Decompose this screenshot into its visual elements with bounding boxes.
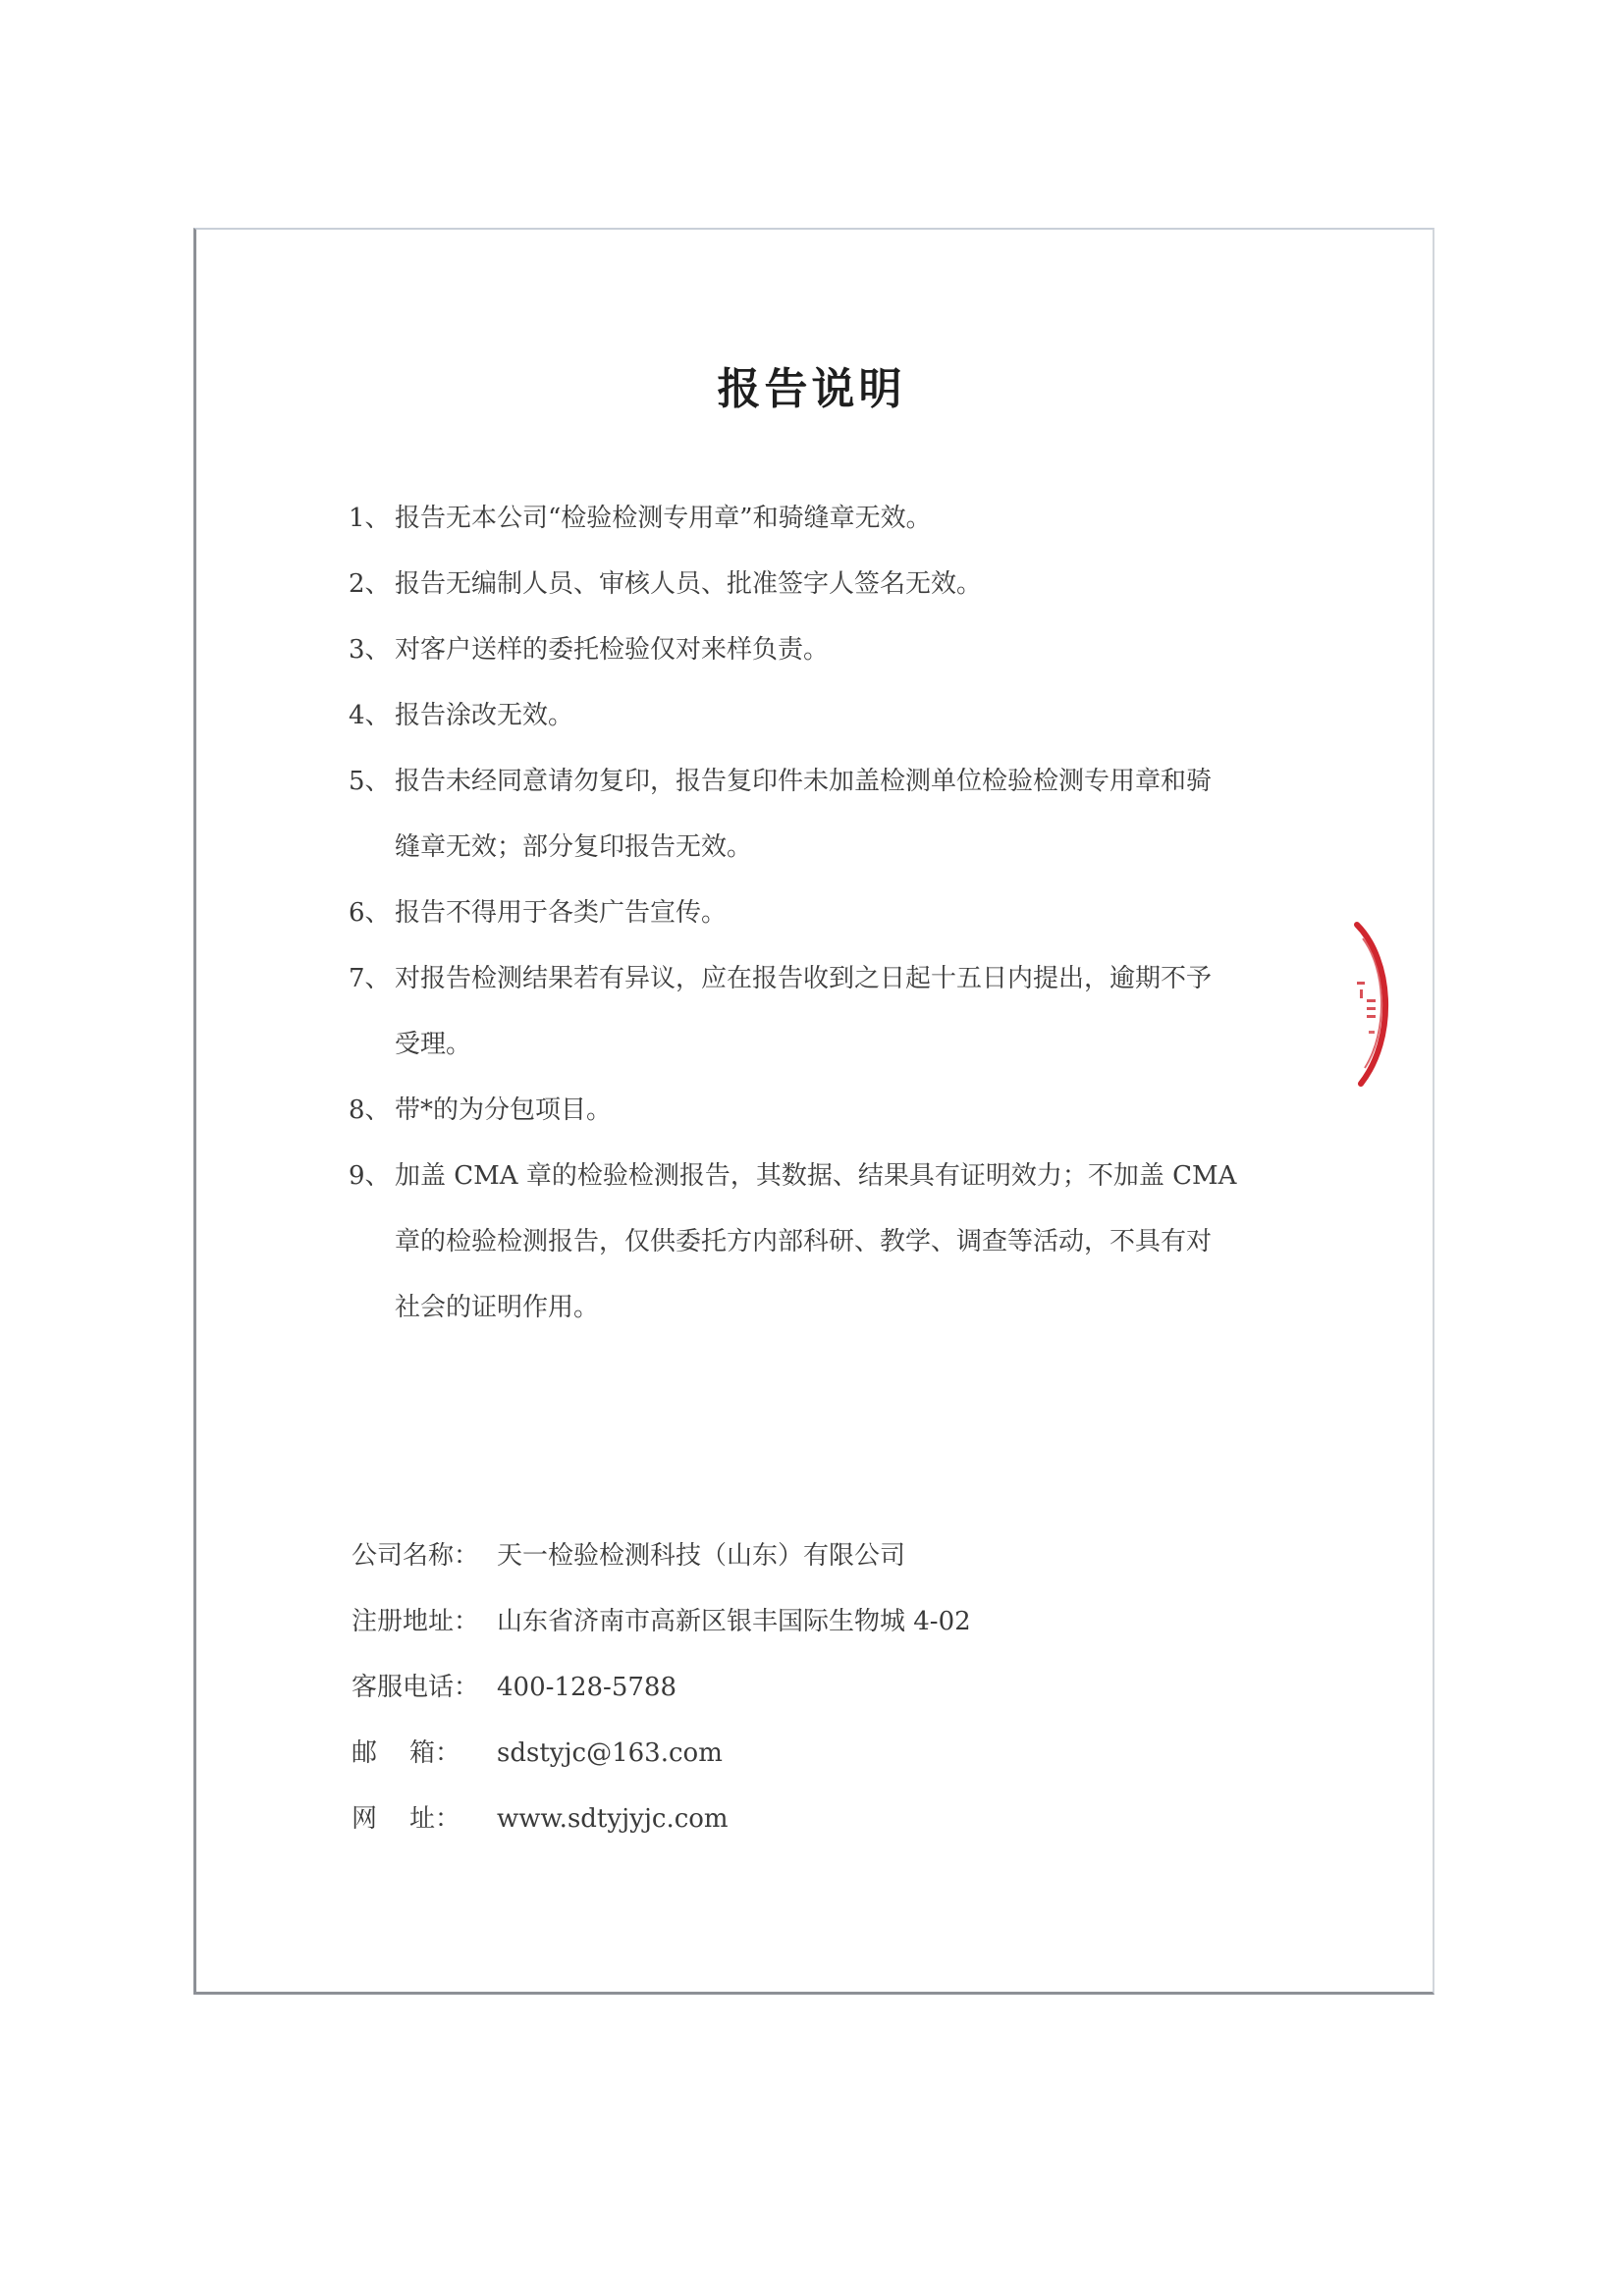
company-info <box>352 1523 1235 1852</box>
list-item-text-continued: 缝章无效；部分复印报告无效。 <box>395 832 753 862</box>
phone-value: 400-128-5788 <box>497 1673 676 1702</box>
company-name-value: 天一检验检测科技（山东）有限公司 <box>497 1541 906 1571</box>
list-item-text: 报告未经同意请勿复印，报告复印件未加盖检测单位检验检测专用章和骑 <box>395 767 1213 796</box>
list-item <box>349 1078 1321 1144</box>
list-item-text: 加盖 CMA 章的检验检测报告，其数据、结果具有证明效力；不加盖 CMA <box>395 1161 1237 1191</box>
seam-stamp-icon <box>1353 921 1398 1088</box>
list-item-number: 3、 <box>349 635 391 665</box>
list-item <box>349 552 1321 617</box>
notes-list <box>349 486 1321 1341</box>
address-value: 山东省济南市高新区银丰国际生物城 4-02 <box>497 1607 971 1636</box>
list-item-number: 6、 <box>349 898 391 928</box>
list-item-number: 1、 <box>349 504 391 533</box>
website-value: www.sdtyjyjc.com <box>497 1804 729 1834</box>
website-label: 网 址： <box>352 1804 461 1834</box>
list-item-text: 报告涂改无效。 <box>395 701 574 730</box>
list-item-number: 4、 <box>349 701 391 730</box>
phone-label: 客服电话： <box>352 1673 480 1702</box>
list-item-text-continued: 受理。 <box>395 1030 472 1059</box>
list-item-text: 报告不得用于各类广告宣传。 <box>395 898 728 928</box>
list-item-text-continued: 社会的证明作用。 <box>395 1293 600 1322</box>
list-item-text: 带*的为分包项目。 <box>395 1095 613 1125</box>
address-row <box>352 1589 1235 1655</box>
list-item-number: 9、 <box>349 1161 391 1191</box>
list-item-number: 7、 <box>349 964 391 993</box>
list-item <box>349 683 1321 749</box>
company-name-label: 公司名称： <box>352 1541 480 1571</box>
company-name-row <box>352 1523 1235 1589</box>
email-label: 邮 箱： <box>352 1738 461 1768</box>
list-item-text: 报告无本公司“检验检测专用章”和骑缝章无效。 <box>395 504 932 533</box>
email-value: sdstyjc@163.com <box>497 1738 723 1768</box>
list-item <box>349 881 1321 946</box>
list-item-text-continued: 章的检验检测报告，仅供委托方内部科研、教学、调查等活动，不具有对 <box>395 1227 1213 1256</box>
list-item <box>349 617 1321 683</box>
phone-row <box>352 1655 1235 1721</box>
list-item <box>349 486 1321 552</box>
list-item-text: 报告无编制人员、审核人员、批准签字人签名无效。 <box>395 569 983 599</box>
list-item-number: 2、 <box>349 569 391 599</box>
list-item-text: 对报告检测结果若有异议，应在报告收到之日起十五日内提出，逾期不予 <box>395 964 1213 993</box>
list-item <box>349 946 1321 1078</box>
email-row <box>352 1721 1235 1787</box>
list-item <box>349 1144 1321 1341</box>
list-item-text: 对客户送样的委托检验仅对来样负责。 <box>395 635 830 665</box>
page-title: 报告说明 <box>717 364 906 414</box>
list-item-number: 5、 <box>349 767 391 796</box>
address-label: 注册地址： <box>352 1607 480 1636</box>
list-item <box>349 749 1321 881</box>
list-item-number: 8、 <box>349 1095 391 1125</box>
website-row <box>352 1787 1235 1852</box>
